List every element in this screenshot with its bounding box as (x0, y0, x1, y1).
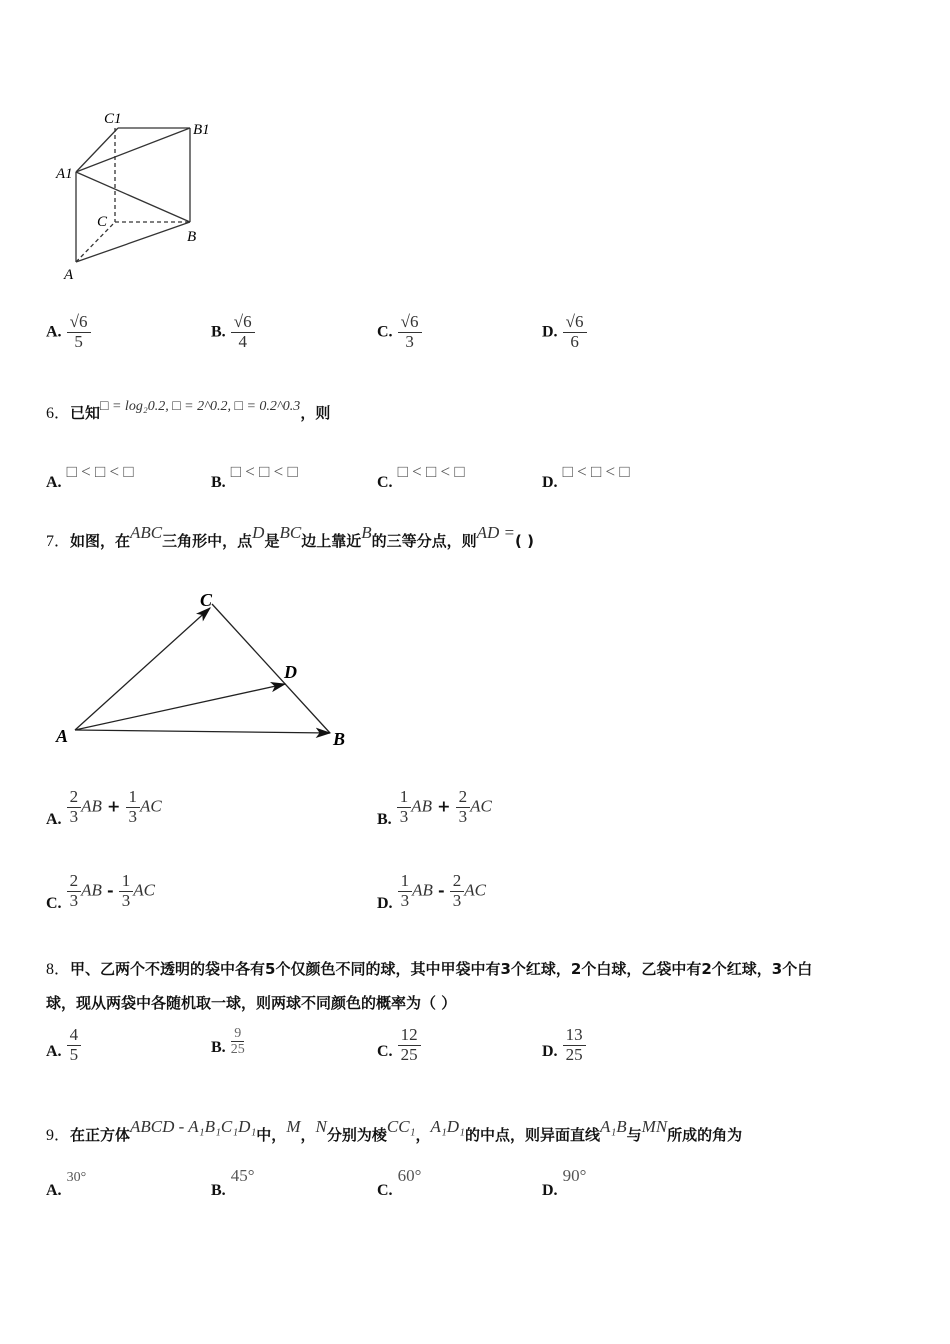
label-c1: C1 (104, 111, 122, 127)
option-c[interactable]: C. □ < □ < □ (377, 462, 465, 491)
option-d[interactable]: D. 90° (542, 1166, 587, 1199)
option-a[interactable]: A. $\frac{4}{5}$ (46, 1026, 81, 1064)
option-d[interactable]: D. $\frac{1}{3}$ AB - $\frac{2}{3}$ AC (377, 871, 486, 912)
option-d[interactable]: D. $\frac{√6}{6}$ (542, 313, 587, 351)
label-a: A (56, 726, 69, 746)
prism-figure (76, 128, 190, 262)
option-b[interactable]: B. 45° (211, 1166, 255, 1199)
option-b[interactable]: B. $\frac{1}{3}$ AB + $\frac{2}{3}$ AC (377, 787, 492, 828)
option-a[interactable]: A. □ < □ < □ (46, 462, 134, 491)
option-a[interactable]: A. 30° (46, 1170, 87, 1199)
option-b[interactable]: B. $\frac{√6}{4}$ (211, 313, 255, 351)
option-a[interactable]: A. $\frac{2}{3}$ AB + $\frac{1}{3}$ AC (46, 787, 162, 828)
question-7: 7．如图，在ABC三角形中，点D是BC边上靠近B的三等分点，则AD =( ) (46, 523, 534, 550)
label-b: B (333, 729, 346, 749)
question-6: 6．已知□ = log₂0.2, □ = 2^0.2, □ = 0.2^0.3，则 (46, 399, 331, 422)
label-b1: B1 (193, 122, 210, 138)
option-b[interactable]: B. $\frac{9}{25}$ (211, 1026, 245, 1058)
option-d[interactable]: D. $\frac{13}{25}$ (542, 1026, 586, 1064)
question-8: 8．甲、乙两个不透明的袋中各有5个仅颜色不同的球，其中甲袋中有3个红球，2个白球，乙袋中有2个红球，3个白 (46, 960, 813, 978)
formula: □ = log₂0.2, □ = 2^0.2, □ = 0.2^0.3 (100, 399, 301, 414)
option-c[interactable]: C. $\frac{12}{25}$ (377, 1026, 421, 1064)
label-c: C (200, 590, 213, 610)
question-9: 9．在正方体ABCD - A₁B₁C₁D₁中，M，N分别为棱CC₁，A₁D₁的中点，则异面直线A₁B与MN所成的角为 (46, 1117, 743, 1144)
label-c: C (97, 214, 108, 230)
option-c[interactable]: C. 60° (377, 1166, 422, 1199)
option-d[interactable]: D. □ < □ < □ (542, 462, 630, 491)
label-a: A (64, 267, 74, 283)
label-b: B (187, 229, 197, 245)
option-c[interactable]: C. $\frac{√6}{3}$ (377, 313, 422, 351)
option-b[interactable]: B. □ < □ < □ (211, 462, 298, 491)
question-8-line2: 球，现从两袋中各随机取一球，则两球不同颜色的概率为（ ） (46, 994, 457, 1012)
label-a1: A1 (56, 166, 73, 182)
option-c[interactable]: C. $\frac{2}{3}$ AB - $\frac{1}{3}$ AC (46, 871, 155, 912)
label-d: D (284, 662, 297, 682)
option-a[interactable]: A. $\frac{√6}{5}$ (46, 313, 91, 351)
